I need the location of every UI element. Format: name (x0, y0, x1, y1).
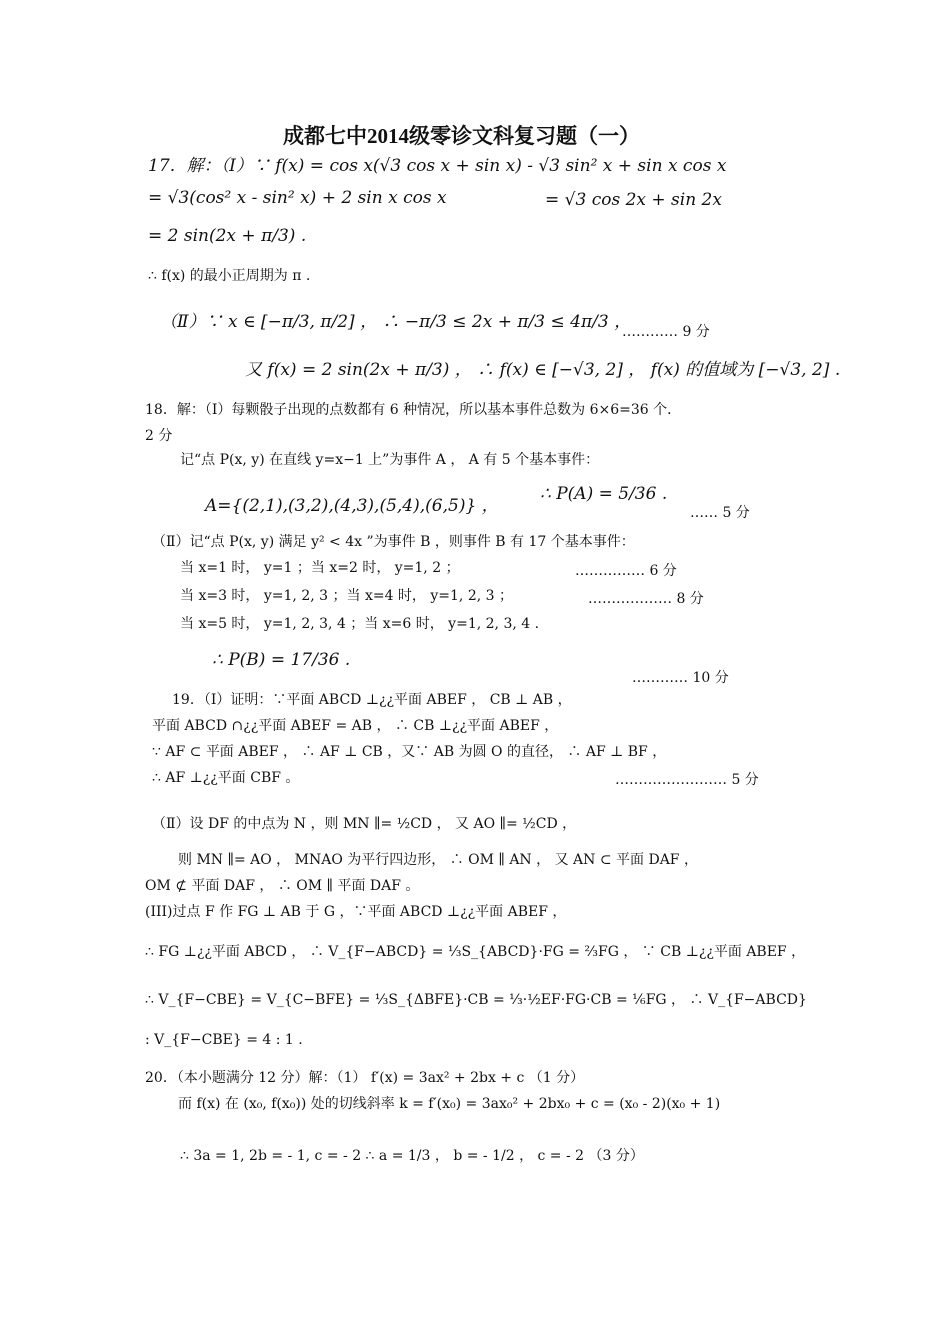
text-line: = √3 cos 2x + sin 2x (545, 190, 722, 210)
text-line: 2 分 (145, 428, 173, 444)
text-line: 20．（本小题满分 12 分）解：（1） f′(x) = 3ax² + 2bx + c （1 分） (145, 1070, 585, 1086)
text-line: 18．解：（Ⅰ）每颗骰子出现的点数都有 6 种情况，所以基本事件总数为 6×6=36 个． (145, 402, 682, 418)
text-line: 平面 ABCD ∩¿¿平面 ABEF = AB ， ∴ CB ⊥¿¿平面 ABEF ， (152, 718, 559, 734)
text-line: …………… 6 分 (575, 563, 677, 579)
text-line: 又 f(x) = 2 sin(2x + π/3) ， ∴ f(x) ∈ [−√3, 2] ， f(x) 的值域为 [−√3, 2] . (245, 360, 841, 380)
text-line: 记“点 P(x, y) 在直线 y=x−1 上”为事件 A ， A 有 5 个基本事件： (180, 452, 600, 468)
text-line: ∴ P(A) = 5/36 . (540, 484, 668, 504)
text-line: ∴ P(B) = 17/36 . (212, 650, 351, 670)
text-line: = 2 sin(2x + π/3) . (148, 226, 307, 246)
page-title: 成都七中2014级零诊文科复习题（一） (283, 124, 640, 148)
text-line: OM ⊄ 平面 DAF ， ∴ OM ∥ 平面 DAF 。 (145, 878, 420, 894)
text-line: 当 x=3 时， y=1, 2, 3 ；当 x=4 时， y=1, 2, 3 ； (180, 588, 513, 604)
text-line: A={(2,1),(3,2),(4,3),(5,4),(6,5)} ， (205, 496, 499, 516)
text-line: ∴ f(x) 的最小正周期为 π . (148, 268, 311, 284)
text-line: = √3(cos² x - sin² x) + 2 sin x cos x (148, 188, 447, 208)
text-line: 当 x=5 时， y=1, 2, 3, 4 ；当 x=6 时， y=1, 2, 3, 4 . (180, 616, 540, 632)
text-line: ∴ FG ⊥¿¿平面 ABCD ， ∴ V_{F−ABCD} = ⅓S_{ABCD}·FG = ⅔FG ， ∵ CB ⊥¿¿平面 ABEF ， (145, 944, 806, 960)
text-line: 当 x=1 时， y=1 ；当 x=2 时， y=1, 2 ； (180, 560, 460, 576)
text-line: ………… 10 分 (632, 670, 729, 686)
text-line: 则 MN ∥= AO ， MNAO 为平行四边形， ∴ OM ∥ AN ， 又 AN ⊂ 平面 DAF ， (178, 852, 698, 868)
text-line: 19．（Ⅰ）证明：∵平面 ABCD ⊥¿¿平面 ABEF ， CB ⊥ AB ， (172, 692, 572, 708)
text-line: （Ⅱ）记“点 P(x, y) 满足 y² < 4x ”为事件 B ，则事件 B 有 17 个基本事件： (152, 534, 635, 550)
text-line: 17．解：（Ⅰ）∵ f(x) = cos x(√3 cos x + sin x) - √3 sin² x + sin x cos x (148, 156, 727, 176)
text-line: ……………… 8 分 (588, 591, 704, 607)
text-line: …… 5 分 (690, 505, 750, 521)
text-line: （Ⅱ）∵ x ∈ [−π/3, π/2] ， ∴ −π/3 ≤ 2x + π/3 ≤ 4π/3 ， (160, 312, 632, 332)
text-line: ∴ V_{F−CBE} = V_{C−BFE} = ⅓S_{ΔBFE}·CB = ⅓·½EF·FG·CB = ⅙FG ， ∴ V_{F−ABCD} (145, 992, 807, 1008)
text-line: (III)过点 F 作 FG ⊥ AB 于 G ，∵平面 ABCD ⊥¿¿平面 ABEF ， (145, 904, 567, 920)
text-line: 而 f(x) 在 (x₀, f(x₀)) 处的切线斜率 k = f′(x₀) = 3ax₀² + 2bx₀ + c = (x₀ - 2)(x₀ + 1) (178, 1096, 721, 1112)
text-line: ∵ AF ⊂ 平面 ABEF ， ∴ AF ⊥ CB ，又∵ AB 为圆 O 的直径， ∴ AF ⊥ BF ， (152, 744, 667, 760)
text-line: : V_{F−CBE} = 4 : 1 . (145, 1032, 303, 1048)
text-line: ∴ 3a = 1, 2b = - 1, c = - 2 ∴ a = 1/3 ， b = - 1/2 ， c = - 2 （3 分） (180, 1148, 644, 1164)
text-line: ………… 9 分 (622, 324, 710, 340)
text-line: …………………… 5 分 (615, 772, 759, 788)
text-line: ∴ AF ⊥¿¿平面 CBF 。 (152, 770, 300, 786)
text-line: （Ⅱ）设 DF 的中点为 N ，则 MN ∥= ½CD ， 又 AO ∥= ½CD ， (152, 816, 577, 832)
